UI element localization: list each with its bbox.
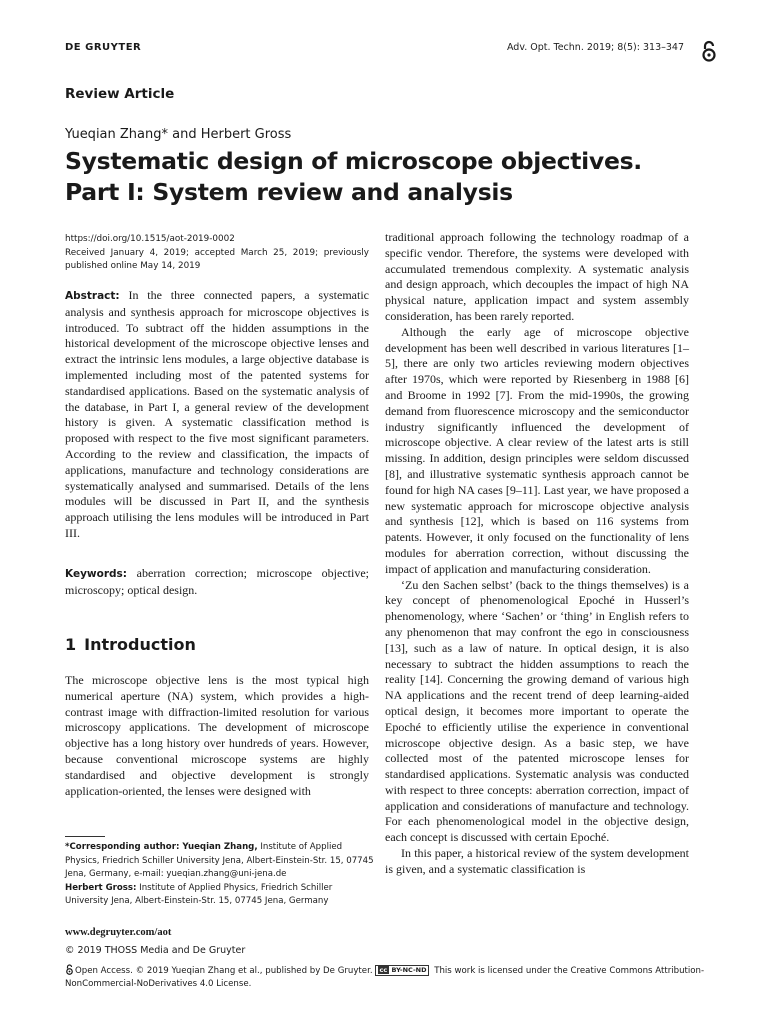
authors: Yueqian Zhang* and Herbert Gross: [65, 127, 292, 142]
title-line-1: Systematic design of microscope objectives.: [65, 147, 642, 175]
intro-text: The microscope objective lens is the most typical high numerical aperture (NA) system, which provides a high-contrast image with diffraction-limited resolution for various microscopy applications. The development of microscope objective has a long history over hundreds of years. However, because conventional microscope systems are highly standardised and objective development is strongly application-oriented, the lenses were designed with: [65, 673, 369, 798]
right-paragraph-1: traditional approach following the technology roadmap of a specific vendor. Therefore, the systems were developed with accumulated tremendous complexity. A systematic analysis and design approach, which decouples the impact of high NA physical nature, application impact and system assembly consideration, has been rarely reported.: [385, 230, 689, 323]
publication-dates: Received January 4, 2019; accepted March 25, 2019; previously published online May 14, 2019: [65, 247, 369, 271]
corresponding-author-label: *Corresponding author: Yueqian Zhang,: [65, 842, 258, 852]
intro-paragraph: [65, 673, 369, 799]
right-paragraph-3: ‘Zu den Sachen selbst’ (back to the things themselves) is a key concept of phenomenological Epoché in Husserl’s phenomenology, where ‘Sachen’ or ‘thing’ in English refers to any phenomenon that may confront the ego in consciousness [13], such as a law of nature. In optical design, it is also necessary to subtract the hidden assumptions to reach the reality [14]. Concerning the growing demand of various high NA applications and the recent trend of deep learning-aided optical design, it becomes more important to operate the Epoché to efficiently utilise the experience in conventional microscope objective design. As a basic step, we have collected most of the patented microscope lenses for standardised applications. Systematic analysis was conducted with respect to three concepts: aberration correction, impact of application and considerations of manufacture and technology. For each phenomenological model in the objective design, each concept is discussed with certain Epoché.: [385, 577, 689, 845]
journal-website-link[interactable]: www.degruyter.com/aot: [65, 927, 172, 938]
article-title: [65, 146, 705, 208]
cc-badge-logo: cc: [379, 966, 388, 974]
title-line-2: Part I: System review and analysis: [65, 178, 513, 206]
keywords-text: aberration correction; microscope objective; microscopy; optical design.: [65, 566, 369, 597]
abstract: [65, 288, 369, 542]
second-author-label: Herbert Gross:: [65, 882, 137, 893]
abstract-text: In the three connected papers, a systematic analysis and synthesis approach for microscope objectives is introduced. To subtract off the hidden assumptions in the historical development of the microscope objective lenses and extract the intrinsic lens modules, a large objective database is implemented including most of the patented systems for standardised applications. Based on the systematic analysis of the database, in Part I, a general review of the development history is given. A systematic classification method is proposed with respect to the five most significant parameters. According to the review and classification, the impacts of applications, manufacture and technology considerations are systematically analysed and summarised. Details of the lens modules will be discussed in Part II, and the synthesis approach utilising the lens modules will be introduced in Part III.: [65, 288, 369, 540]
right-paragraph-4: In this paper, a historical review of the system development is given, and a systematic classification is: [385, 846, 689, 876]
right-column: [385, 230, 689, 878]
section-number: 1: [65, 635, 77, 654]
author-footnote: [65, 841, 375, 909]
section-heading: [65, 635, 196, 654]
license-text-part1: Open Access. © 2019 Yueqian Zhang et al., published by De Gruyter.: [75, 966, 373, 976]
second-author-text: Institute of Applied Physics, Friedrich Schiller University Jena, Albert-Einstein-Str. 15, 07745 Jena, Germany: [65, 882, 333, 907]
publisher-name: DE GRUYTER: [65, 42, 142, 53]
article-type: Review Article: [65, 86, 175, 102]
copyright-notice: © 2019 THOSS Media and De Gruyter: [65, 945, 246, 956]
open-access-icon: [700, 40, 718, 62]
doi-link[interactable]: https://doi.org/10.1515/aot-2019-0002: [65, 234, 235, 244]
keywords-label: Keywords:: [65, 568, 127, 580]
abstract-label: Abstract:: [65, 290, 120, 302]
cc-license-badge[interactable]: [375, 965, 430, 976]
cc-badge-text: BY-NC-ND: [391, 966, 427, 974]
article-meta: [65, 233, 369, 274]
footnote-divider: [65, 836, 105, 837]
keywords: [65, 566, 369, 599]
corresponding-author-text: Institute of Applied Physics, Friedrich Schiller University Jena, Albert-Einstein-Str. 15, 07745 Jena, Germany, e-mail: yueqian.zhang@uni-jena.de: [65, 842, 374, 880]
license-text-part2: This work is licensed under the Creative Commons Attribution-NonCommercial-NoDerivatives 4.0 License.: [65, 966, 705, 989]
open-access-small-icon: [65, 964, 74, 975]
license-notice: [65, 964, 705, 991]
right-paragraph-2: Although the early age of microscope objective development has been well described in various literatures [1–5], there are only two articles reviewing modern objectives after 1970s, which were reported by Riesenberg in 1988 [6] and Broome in 1992 [7]. From the mid-1990s, the growing demand from fluorescence microscopy and the semiconductor industry significantly influenced the development of microscope objective. A clear review of the latest arts is still missing. In addition, design principles were seldom discussed [8], and illustrative systematic synthesis approach cannot be found for high NA cases [9–11]. Last year, we have proposed a new systematic approach for microscope objective analysis and synthesis [12], which is based on 116 systems from patents. However, it only focused on the functionality of lens modules for aberration correction, without discussing the impact of application and manufacturing consideration.: [385, 324, 689, 576]
journal-citation: Adv. Opt. Techn. 2019; 8(5): 313–347: [506, 42, 684, 53]
section-title: Introduction: [84, 635, 196, 654]
